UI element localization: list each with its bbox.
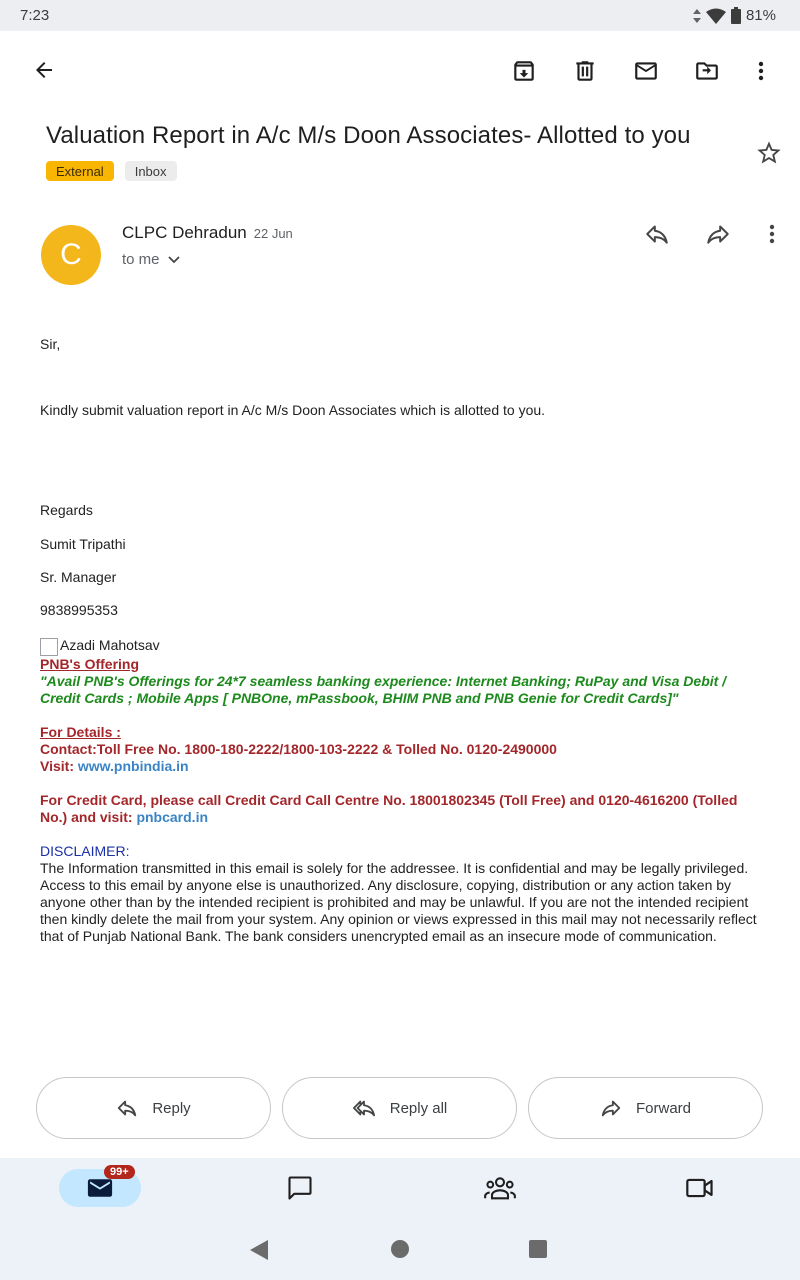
reply-all-button[interactable] bbox=[282, 1077, 517, 1139]
archive-button[interactable] bbox=[502, 49, 546, 93]
sender-avatar[interactable]: C bbox=[41, 225, 101, 285]
meet-icon bbox=[685, 1176, 715, 1200]
forward-icon bbox=[705, 221, 731, 247]
label-external[interactable]: External bbox=[46, 161, 114, 181]
status-time: 7:23 bbox=[20, 7, 50, 24]
more-vert-icon bbox=[749, 59, 773, 83]
reply-label: Reply bbox=[152, 1099, 191, 1117]
sender-info bbox=[122, 223, 293, 243]
mail-icon bbox=[86, 1177, 114, 1199]
system-recents-icon[interactable] bbox=[528, 1239, 548, 1259]
nav-mail[interactable] bbox=[59, 1166, 141, 1207]
delete-button[interactable] bbox=[563, 49, 607, 93]
forward-label: Forward bbox=[635, 1099, 691, 1117]
details-visit bbox=[40, 758, 189, 774]
battery-percent: 81% bbox=[745, 7, 776, 24]
action-buttons bbox=[36, 1077, 764, 1139]
credit-card-info bbox=[40, 792, 765, 826]
star-button[interactable] bbox=[747, 131, 791, 175]
signature-name: Sumit Tripathi bbox=[40, 536, 126, 552]
nav-chat[interactable] bbox=[280, 1169, 320, 1207]
mark-unread-icon bbox=[632, 58, 660, 84]
status-icons bbox=[693, 7, 776, 24]
chat-icon bbox=[286, 1174, 314, 1202]
move-to-button[interactable] bbox=[685, 49, 729, 93]
back-arrow-icon bbox=[32, 58, 56, 82]
reply-all-label: Reply all bbox=[389, 1099, 448, 1117]
body-greeting: Sir, bbox=[40, 336, 61, 352]
chevron-down-icon bbox=[168, 256, 180, 264]
reply-icon bbox=[644, 221, 670, 247]
sender-name[interactable]: CLPC Dehradun bbox=[122, 223, 247, 242]
forward-icon bbox=[600, 1097, 622, 1119]
disclaimer-heading: DISCLAIMER: bbox=[40, 843, 130, 859]
more-vert-icon bbox=[760, 222, 784, 246]
delete-icon bbox=[572, 58, 598, 84]
azadi-image bbox=[40, 636, 160, 654]
message-more-button[interactable] bbox=[750, 212, 794, 256]
label-chips bbox=[46, 161, 177, 181]
reply-icon bbox=[116, 1097, 138, 1119]
system-home-icon[interactable] bbox=[390, 1239, 410, 1259]
mark-unread-button[interactable] bbox=[624, 49, 668, 93]
bottom-navigation bbox=[0, 1158, 800, 1218]
credit-text: For Credit Card, please call Credit Card Call Centre No. 18001802345 (Toll Free) and 0120-4616200 (Tolled No.) and visit: bbox=[40, 792, 738, 825]
battery-icon bbox=[731, 7, 741, 24]
wifi-icon bbox=[706, 8, 726, 24]
spaces-icon bbox=[484, 1175, 516, 1201]
back-button[interactable] bbox=[22, 48, 66, 92]
archive-icon bbox=[511, 58, 537, 84]
recipient-details-toggle[interactable] bbox=[122, 251, 180, 268]
pnbindia-link[interactable]: www.pnbindia.in bbox=[77, 758, 189, 774]
offering-text: "Avail PNB's Offerings for 24*7 seamless banking experience: Internet Banking; RuPay and Visa Debit / Credit Cards ; Mobile Apps [ PNBOne, mPassbook, BHIM PNB and PNB Genie for Credit Cards]" bbox=[40, 673, 727, 706]
more-options-button[interactable] bbox=[739, 49, 783, 93]
offering-heading: PNB's Offering bbox=[40, 656, 140, 672]
nav-meet[interactable] bbox=[680, 1169, 720, 1207]
disclaimer-text: The Information transmitted in this email is solely for the addressee. It is confidential and may be legally privileged. Access to this email by anyone else is unauthorized. Any disclosure, copying, distribution or any action taken by anyone other than by the intended recipient is prohibited and may be unlawful. If you are not the intended recipient then kindly delete the mail from your system. Any opinion or views expressed in this mail may not necessarily reflect that of Punjab National Bank. The bank considers unencrypted email as an insecure mode of communication. bbox=[40, 860, 757, 944]
move-to-icon bbox=[693, 58, 721, 84]
body-message: Kindly submit valuation report in A/c M/s Doon Associates which is allotted to you. bbox=[40, 402, 546, 418]
image-alt-text: Azadi Mahotsav bbox=[60, 637, 160, 653]
body-regards: Regards bbox=[40, 502, 93, 518]
email-toolbar bbox=[0, 31, 800, 111]
signature-phone[interactable]: 9838995353 bbox=[40, 602, 118, 618]
pnbcard-link[interactable]: pnbcard.in bbox=[136, 809, 209, 825]
status-bar bbox=[0, 0, 800, 31]
star-icon bbox=[755, 139, 783, 167]
forward-icon-button[interactable] bbox=[696, 212, 740, 256]
unread-badge: 99+ bbox=[104, 1165, 135, 1179]
email-subject: Valuation Report in A/c M/s Doon Associates- Allotted to you bbox=[46, 122, 691, 149]
visit-label: Visit: bbox=[40, 758, 74, 774]
label-inbox[interactable]: Inbox bbox=[125, 161, 177, 181]
details-heading: For Details : bbox=[40, 724, 121, 740]
forward-button[interactable] bbox=[528, 1077, 763, 1139]
signature-title: Sr. Manager bbox=[40, 569, 117, 585]
reply-icon-button[interactable] bbox=[635, 212, 679, 256]
recipient-label: to me bbox=[122, 251, 160, 268]
details-contact: Contact:Toll Free No. 1800-180-2222/1800-103-2222 & Tolled No. 0120-2490000 bbox=[40, 741, 557, 757]
nav-spaces[interactable] bbox=[480, 1169, 520, 1207]
broken-image-icon bbox=[40, 638, 58, 656]
email-date: 22 Jun bbox=[253, 226, 293, 241]
reply-button[interactable] bbox=[36, 1077, 271, 1139]
reply-all-icon bbox=[352, 1097, 376, 1119]
data-arrows-icon bbox=[693, 9, 701, 23]
system-navigation bbox=[0, 1218, 800, 1280]
system-back-icon[interactable] bbox=[248, 1238, 270, 1262]
